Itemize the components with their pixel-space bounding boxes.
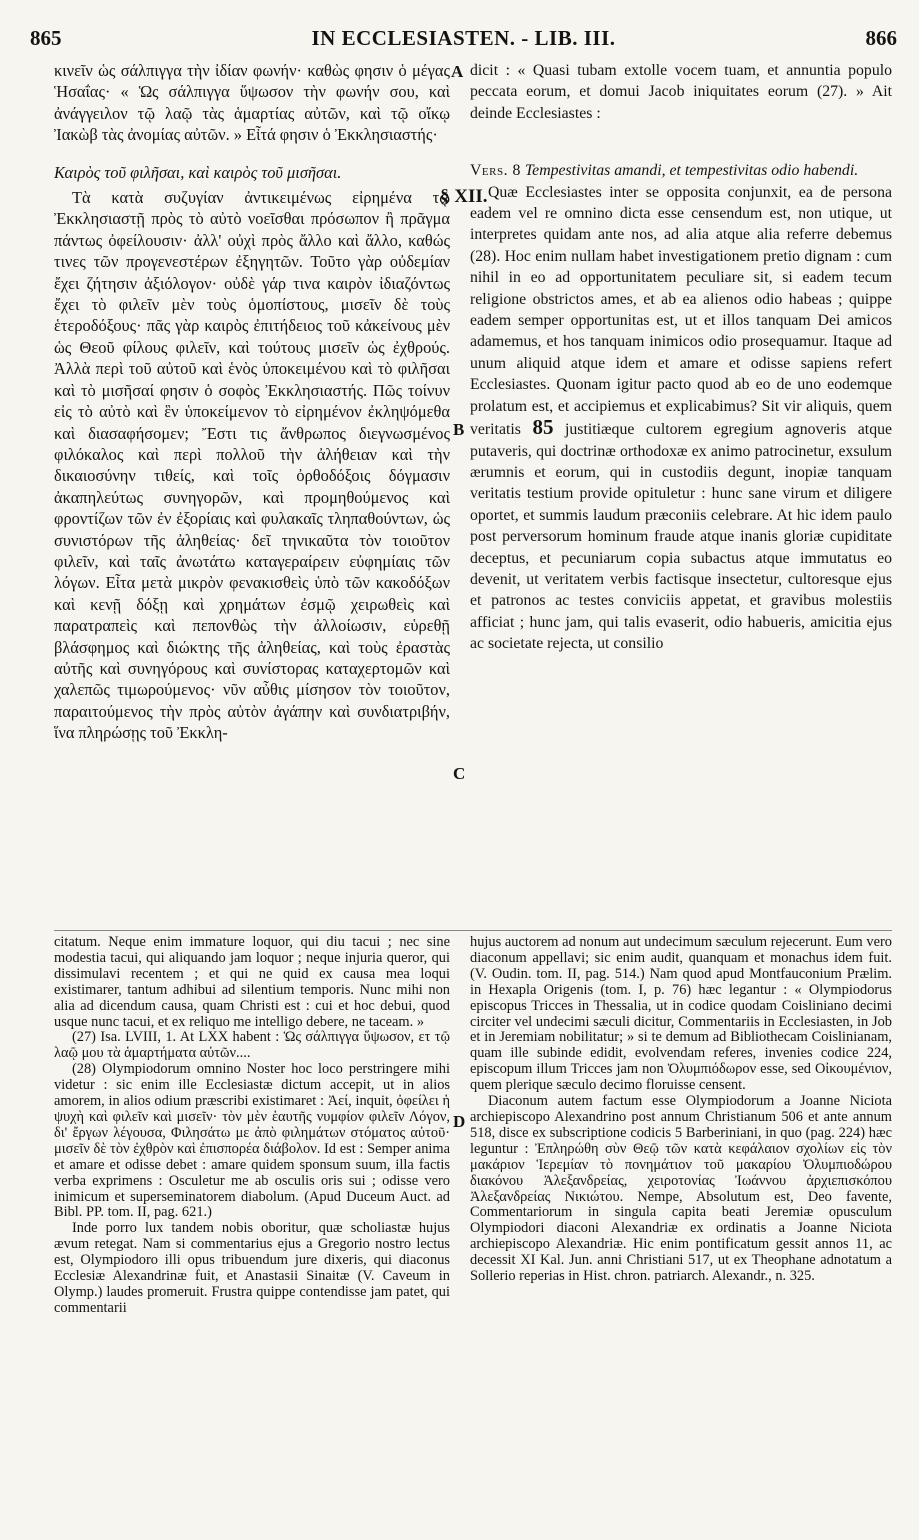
greek-text-column bbox=[54, 60, 450, 930]
margin-letter-d: D bbox=[453, 1112, 466, 1131]
latin-verse-heading bbox=[470, 160, 892, 181]
footnote-28-continued: Inde porro lux tandem nobis oboritur, quæ scholiastæ hujus ævum retegat. Nam si commentarius ejus a Gregorio nostro lectus est, Olympiodoro illi opus tribuendum jure dixeris, qui diaconus Ecclesiæ Alexandrinæ fuit, et Anastasii Sinaitæ (V. Caveum in Olymp.) laudes promeruit. Frustra quippe contendisse jam patet, qui commentarii bbox=[54, 1220, 450, 1316]
margin-letter-b: B bbox=[453, 420, 465, 439]
latin-paragraph-2 bbox=[470, 182, 892, 655]
page-number-left: 865 bbox=[30, 26, 62, 50]
latin-paragraph-2-part-a: Quæ Ecclesiastes inter se opposita conjunxit, ea de persona eadem vel re omnino dicta esse censendum est, non utique, ut interpretes quidam ante nos, ad alia atque alia referre debemus (28). Hoc enim nullam habet investigationem pretio dignam : cum nihil in eo ad opportunitatem peculiare sit, si eadem tecum religione obstrictos ames, et ab ea alienos odio habeas ; quippe eadem semper opportunitas est, ut et illos tanquam Dei amicos adamemus, et hos tanquam inimicos odio prosequamur. Itaque ad unum aliquid atque idem et amare et odisse sapiens refert Ecclesiastes. Quonam igitur pacto quod ab eo de uno eodemque prolatum est, et accipiemus et explicabimus? Sit vir aliquis, quem veritatis bbox=[470, 183, 892, 439]
page-header bbox=[30, 26, 897, 56]
column-number-85: 85 bbox=[532, 415, 554, 440]
greek-paragraph-2: Τὰ κατὰ συζυγίαν ἀντικειμένως εἰρημένα τῷ Ἐκκλησιαστῇ πρὸς τὸ αὐτὸ νοεῖσθαι πρόσωπον ἢ πρᾶγμα πάντως ὀφείλουσιν· ἀλλ' οὐχὶ πρὸς ἄλλο καὶ ἄλλο, καθώς τινες τῶν προγενεστέρων ἐξηγητῶν. Τοῦτο γὰρ οὐδεμίαν ἔχει ζήτησιν ἀξιόλογον· οὐδὲ γάρ τινα καιρὸν ἰδιαζόντως ἔχει τὸ φιλεῖν μὲν τοὺς ὁμοπίστους, μισεῖν δὲ τοὺς ἑτεροδόξους· πᾶς γὰρ καιρὸς ἐπιτήδειος τοῦ κἀκείνους μὲν ὡς Θεοῦ φίλους φιλεῖν, καὶ τούτους μισεῖν ὡς ἐχθρούς. Ἀλλὰ περὶ τοῦ αὐτοῦ καὶ ἑνὸς ὑποκειμένου καὶ τὸ φιλῆσαι καὶ τὸ μισῆσαί φησιν ὁ σοφὸς Ἐκκλησιαστής. Πῶς τοίνυν εἰς τὸ αὐτὸ καὶ ἓν ὑποκείμενον τὸ εἰρημένον ἐκληψόμεθα καὶ διασαφήσομεν; Ἔστι τις ἄνθρωπος διεγνωσμένος φιλόκαλος καὶ περὶ πολλοῦ τὴν ἀλήθειαν καὶ τὴν δικαιοσύνην τιθείς, καὶ τοῖς ὀρθοδόξοις δόγμασιν ἀκαπηλεύτως συνηγορῶν, καὶ προμηθούμενος καὶ φροντίζων τῶν ἐν ἐξορίαις καὶ φυλακαῖς τληπαθούντων, ὡς συνιστόρων τῆς ἀληθείας· δεῖ τηνικαῦτα τὸν τοιοῦτον φιλεῖν, καὶ ταῖς ἀνωτάτω καταγεραίρειν εὐφημίαις τῶν λόγων. Εἶτα μετὰ μικρὸν φενακισθεὶς ὑπὸ τῶν κακοδόξων καὶ κενῇ δόξῃ καὶ χρημάτων ἐσμῷ χειρωθεὶς καὶ παρατραπεὶς καὶ πεπονθὼς τὴν ἀλλοίωσιν, εὑρεθῇ βλάσφημος καὶ διώκτης τῆς ἀληθείας, καὶ τοὺς ἐραστὰς αὐτῆς καὶ συνηγόρους καὶ συνίστορας καταχερτομῶν καὶ χαλεπῶς τιμωρούμενος· νῦν αὖθις μίσησον τὸν τοιοῦτον, παραιτούμενος τὴν πρὸς αὐτὸν ἀγάπην καὶ συνδιατριβήν, ἵνα πληρώσῃς τοῦ Ἐκκλη- bbox=[54, 188, 450, 743]
margin-letter-c: C bbox=[453, 764, 466, 783]
section-mark: § XII. bbox=[440, 186, 488, 207]
greek-paragraph-1: κινεῖν ὡς σάλπιγγα τὴν ἰδίαν φωνήν· καθὼς φησιν ὁ μέγας Ἡσαΐας· « Ὡς σάλπιγγα ὕψωσον τὴν φωνήν σου, καὶ ἀνάγγειλον τῷ λαῷ τὰς ἁμαρτίας αὐτῶν, καὶ τῷ οἴκῳ Ἰακὼβ τὰς ἀνομίας αὐτῶν. » Εἶτά φησιν ὁ Ἐκκλησιαστής· bbox=[54, 61, 450, 145]
latin-text-column bbox=[470, 60, 892, 930]
greek-verse-heading: Καιρὸς τοῦ φιλῆσαι, καὶ καιρὸς τοῦ μισῆσαι. bbox=[54, 162, 342, 182]
footnote-28: (28) Olympiodorum omnino Noster hoc loco perstringere mihi videtur : sic enim ille Ecclesiastæ dictum accepit, ut in alios amorem, in alios odium præscribi existimaret : Ἀεί, inquit, ὀφείλει ἡ ψυχὴ καὶ φιλεῖν καὶ μισεῖν· τὸν μὲν ἑαυτῆς νυμφίον φιλεῖν Λόγον, δι' ἔργων λέγουσα, Φιλησάτω με ἀπὸ φιλημάτων στόματος αὐτοῦ· μισεῖν δὲ τὸν ἐχθρὸν καὶ ἐπισπορέα διάβολον. Id est : Semper anima et amare et odisse debet : amare quidem sponsum suum, illa factis verba exprimens : Osculetur me ab osculis oris sui ; odisse vero inimicum et superseminatorem diabolum. (Apud Duceum Auct. ad Bibl. PP. tom. II, pag. 621.) bbox=[54, 1061, 450, 1221]
latin-paragraph-2-part-b: justitiæque cultorem egregium agnoveris atque putaveris, qui doctrinæ orthodoxæ ex animo patrocinetur, exsulum ærumnis et eorum, qui in custodiis degunt, inopiæ tanquam veritatis testium provide opituletur : hunc sane virum et diligere oportet, et summis laudum præconiis celebrare. At hic idem paulo post perversorum hominum fraude atque inanis gloriæ cupiditate deceptus, et pecuniarum copia subactus atque immutatus eo devenit, ut veritatem verbis factisque insectetur, cultoresque ejus et patronos ac testes conviciis appetat, et gravibus molestiis afficiat ; hunc jam, qui talis evaserit, odio habueris, amicitia ejus ac societate rejecta, ut consilio bbox=[470, 421, 892, 653]
page-number-right: 866 bbox=[865, 26, 897, 50]
latin-paragraph-1: dicit : « Quasi tubam extolle vocem tuam, et annuntia populo peccata eorum, et domui Jacob iniquitates eorum (27). » Ait deinde Ecclesiastes : bbox=[470, 62, 892, 122]
verse-text: Tempestivitas amandi, et tempestivitas odio habendi. bbox=[524, 162, 859, 180]
running-title: IN ECCLESIASTEN. - LIB. III. bbox=[311, 26, 616, 50]
note-right-paragraph-2: Diaconum autem factum esse Olympiodorum a Joanne Niciota archiepiscopo Alexandrino post annum Christianum 506 et ante annum 518, disce ex subscriptione codicis 5 Barberiniani, in quo (pag. 224) hæc leguntur : Ἐπληρώθη σὺν Θεῷ τῶν κατὰ κεφάλαιον σχολίων εἰς τὸν μακάριον Ἱερεμίαν τὸ πονημάτιον τοῦ μακαρίου Ὀλυμπιοδώρου διακόνου Ἀλεξανδρείας, χειροτονίας Ἰωάννου ἀρχιεπισκόπου Ἀλεξανδρείας Νικιώτου. Nempe, Absolutum est, Deo favente, Commentariorum in singula capita beati Jeremiæ opusculum Olympiodori diaconi Alexandriæ ex ordinatis a Joanne Niciota archiepiscopo Alexandriæ. Hic enim pontificatum gessit annos 11, ac decessit XI Kal. Jun. anni Christiani 517, ut ex Theophane adnotatum a Sollerio reperias in Hist. chron. patriarch. Alexandr., n. 325. bbox=[470, 1093, 892, 1285]
footnotes-right-column bbox=[470, 935, 892, 1525]
verse-label: Vers. 8 bbox=[470, 162, 521, 180]
notes-divider bbox=[54, 930, 892, 931]
footnotes-left-column bbox=[54, 935, 450, 1525]
footnote-27: (27) Isa. LVIII, 1. At LXX habent : Ὡς σάλπιγγα ὕψωσον, ετ τῷ λαῷ μου τὰ ἁμαρτήματα αὐτῶν.... bbox=[54, 1029, 450, 1062]
note-continuation: citatum. Neque enim immature loquor, qui diu tacui ; nec sine modestia tacui, qui aliquando jam loquor ; neque injuria queror, qui dissimulavi recentem ; et qui ne quid ex causa mea loqui existimarer, tantum adhibui ad silentium temporis. Nunc mihi non alia ad dicendum causa, quam Christi est : cui et hoc debui, quod usque nunc tacui, et ex reliquo me intelligo debere, ne taceam. » bbox=[54, 935, 450, 1030]
margin-letter-a: A bbox=[451, 62, 464, 81]
note-right-paragraph-1: hujus auctorem ad nonum aut undecimum sæculum rejecerunt. Eum vero diaconum appellavi; sic enim audit, quanquam et monachus idem fuit. (V. Oudin. tom. II, pag. 514.) Nam quod apud Montfauconium Prælim. in Hexapla Origenis (tom. I, p. 76) hæc legantur : « Olympiodorus episcopus Tricces in Thessalia, ut in codice quodam Coisliniano decimi circiter vel undecimi sæculi dicitur, Commentariis in Ecclesiasten, in Job et in Jeremiam nobilitatur; » si te demum ad Bibliothecam Coislinianam, quam ille subinde edidit, evolvendam referes, invenies codice 224, episcopum illum Tricces jam non Ὀλυμπιόδωρον esse, sed Οἰκουμένιον, quem plerique sæculo decimo floruisse censent. bbox=[470, 935, 892, 1094]
